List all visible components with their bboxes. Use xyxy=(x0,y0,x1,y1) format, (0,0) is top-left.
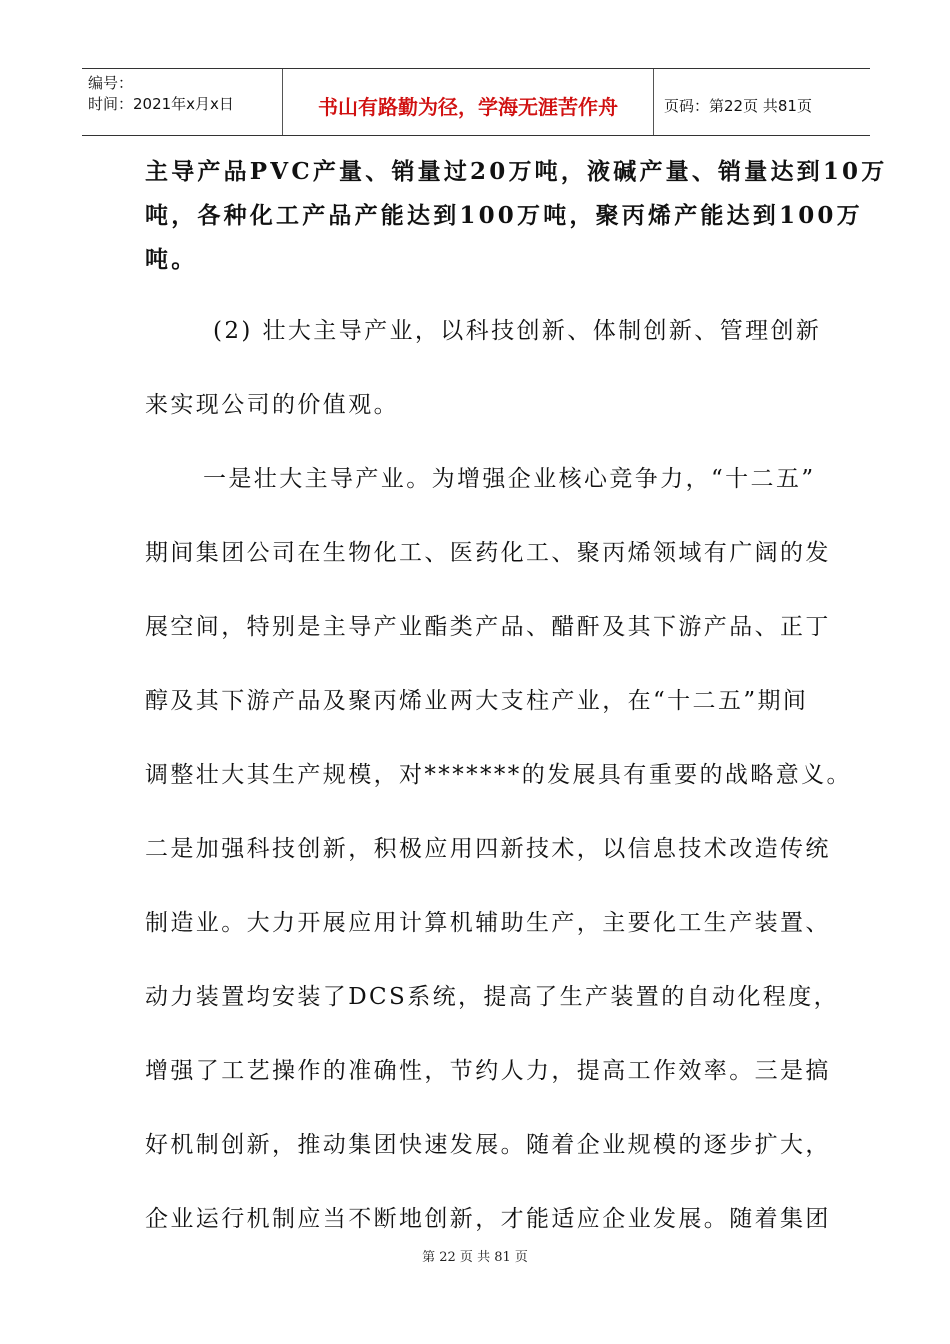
text-line: 调整壮大其生产规模，对*******的发展具有重要的战略意义。 xyxy=(145,762,852,788)
text-line: 好机制创新，推动集团快速发展。随着企业规模的逐步扩大， xyxy=(145,1132,831,1158)
document-body xyxy=(145,150,888,1256)
document-date: 时间：2021年x月x日 xyxy=(88,95,234,113)
text-line: 期间集团公司在生物化工、医药化工、聚丙烯领域有广阔的发 xyxy=(145,540,831,566)
text-line: 二是加强科技创新，积极应用四新技术，以信息技术改造传统 xyxy=(145,836,831,862)
header-motto: 书山有路勤为径，学海无涯苦作舟 xyxy=(282,69,654,135)
text-line: 增强了工艺操作的准确性，节约人力，提高工作效率。三是搞 xyxy=(145,1058,831,1084)
text-line: 吨，各种化工产品产能达到100万吨，聚丙烯产能达到100万 xyxy=(145,202,863,229)
text-line: 吨。 xyxy=(145,246,198,273)
text-line: (2) 壮大主导产业，以科技创新、体制创新、管理创新 xyxy=(213,318,822,344)
text-line: 动力装置均安装了DCS系统，提高了生产装置的自动化程度， xyxy=(145,984,839,1010)
document-number-label: 编号： xyxy=(88,74,134,92)
text-line: 醇及其下游产品及聚丙烯业两大支柱产业，在“十二五”期间 xyxy=(145,688,809,714)
header-meta xyxy=(82,69,282,135)
text-line: 制造业。大力开展应用计算机辅助生产，主要化工生产装置、 xyxy=(145,910,831,936)
page-footer: 第 22 页 共 81 页 xyxy=(422,1250,528,1265)
document-header xyxy=(82,68,870,136)
bold-paragraph xyxy=(145,150,888,282)
text-line: 企业运行机制应当不断地创新，才能适应企业发展。随着集团 xyxy=(145,1206,831,1232)
text-line: 一是壮大主导产业。为增强企业核心竞争力，“十二五” xyxy=(203,466,816,492)
header-page-number: 页码：第22页 共81页 xyxy=(664,96,812,115)
text-line: 展空间，特别是主导产业酯类产品、醋酐及其下游产品、正丁 xyxy=(145,614,831,640)
text-line: 主导产品PVC产量、销量过20万吨，液碱产量、销量达到10万 xyxy=(145,158,888,185)
text-line: 来实现公司的价值观。 xyxy=(145,392,399,418)
